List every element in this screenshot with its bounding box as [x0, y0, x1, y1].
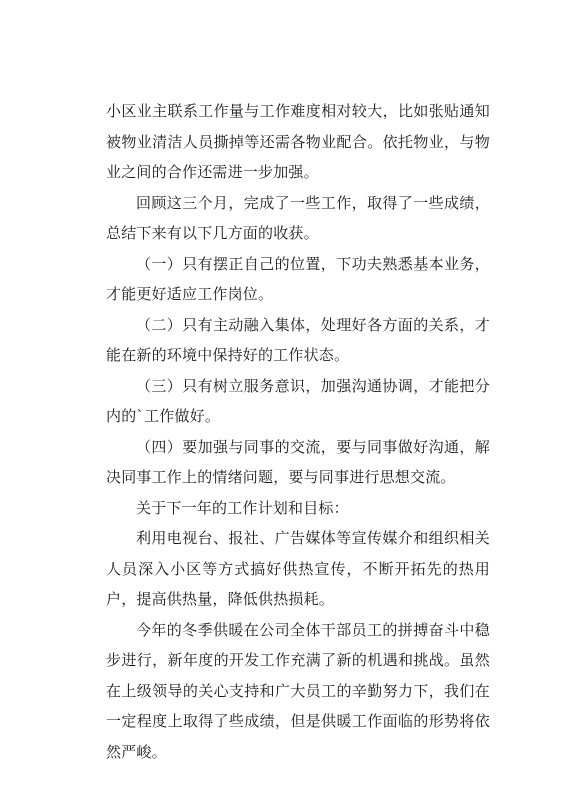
- paragraph-plan-heading: 关于下一年的工作计划和目标：: [136, 498, 349, 517]
- paragraph-outlook: 今年的冬季供暖在公司全体干部员工的拼搏奋斗中稳步进行，新年度的开发工作充满了新的机遇和挑战。虽然在上级领导的关心支持和广大员工的辛勤努力下，我们在一定程度上取得了些成绩，但是供暖工作面临的形势将依然严峻。: [106, 620, 490, 761]
- paragraph-review-summary: 回顾这三个月，完成了一些工作，取得了一些成绩，总结下来有以下几方面的收获。: [106, 193, 490, 242]
- paragraph-gain-3: （三）只有树立服务意识，加强沟通协调，才能把分内的`工作做好。: [106, 376, 490, 425]
- paragraph-gain-4: （四）要加强与同事的交流，要与同事做好沟通，解决同事工作上的情绪问题，要与同事进行思想交流。: [106, 437, 490, 486]
- paragraph-continuation: 小区业主联系工作量与工作难度相对较大，比如张贴通知被物业清洁人员撕掉等还需各物业配合。依托物业，与物业之间的合作还需进一步加强。: [106, 102, 490, 181]
- paragraph-gain-2: （二）只有主动融入集体，处理好各方面的关系，才能在新的环境中保持好的工作状态。: [106, 315, 490, 364]
- paragraph-plan-publicity: 利用电视台、报社、广告媒体等宣传媒介和组织相关人员深入小区等方式搞好供热宣传，不断开拓先的热用户，提高供热量，降低供热损耗。: [106, 529, 490, 608]
- document-body: [106, 96, 490, 767]
- paragraph-gain-1: （一）只有摆正自己的位置，下功夫熟悉基本业务，才能更好适应工作岗位。: [106, 254, 490, 303]
